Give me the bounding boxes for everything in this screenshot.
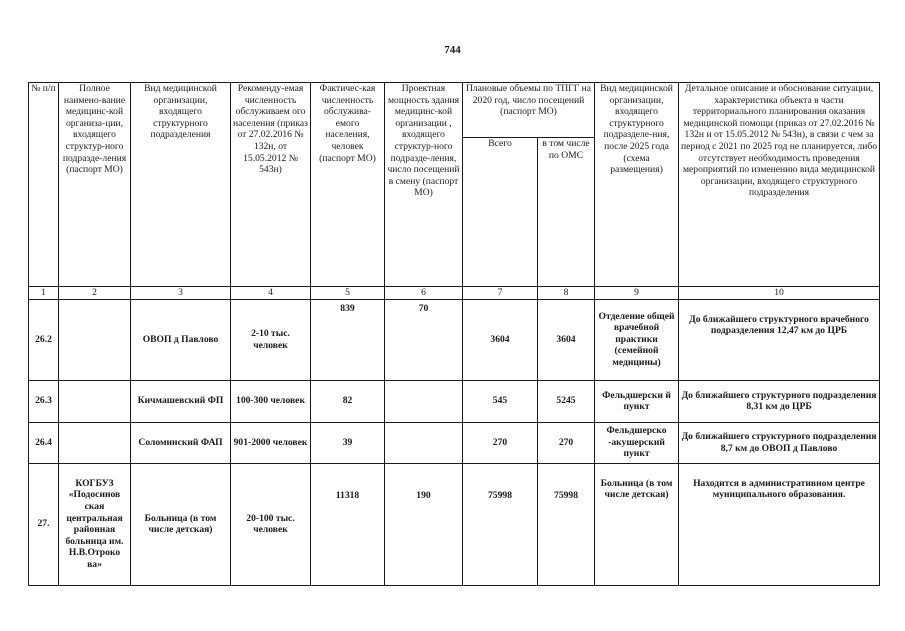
header-total: Всего — [463, 138, 538, 287]
table-row — [29, 380, 880, 422]
row-actual-population: 39 — [311, 422, 385, 463]
header-description: Детальное описание и обоснование ситуации, характеристика объекта в части территориального планирования оказания медицинской помощи (приказ от 27.02.2016 № 132н и от 15.05.2012 № 543н), в связи с чем за период с 2021 по 2025 год не планируется, либо отсутствует необходимость проведения мероприятий по изменению вида медицинской организации, входящего структурного подразделения — [679, 83, 880, 287]
row-recommended-population: 100-300 человек — [231, 380, 311, 422]
row-number: 26.2 — [29, 299, 59, 380]
row-actual-population: 82 — [311, 380, 385, 422]
header-design-capacity: Проектная мощность здания медицинс-кой организации , входящего структур-ного подразде-ления, число посещений в смену (паспорт МО) — [385, 83, 463, 287]
row-organization-name — [59, 299, 131, 380]
row-description: Находится в административном центре муниципального образования. — [679, 463, 880, 585]
row-total-visits: 270 — [463, 422, 538, 463]
row-total-visits: 3604 — [463, 299, 538, 380]
row-design-capacity: 70 — [385, 299, 463, 380]
row-oms-visits: 3604 — [538, 299, 595, 380]
column-number: 1 — [29, 287, 59, 300]
row-type-after-2025: Фельдшерски й пункт — [595, 380, 679, 422]
row-organization-name — [59, 380, 131, 422]
column-number: 10 — [679, 287, 880, 300]
row-organization-name — [59, 422, 131, 463]
column-number-row — [29, 287, 880, 300]
header-organization-type: Вид медицинской организации, входящего структурного подразделения — [131, 83, 231, 287]
row-type-after-2025: Больница (в том числе детская) — [595, 463, 679, 585]
row-total-visits: 545 — [463, 380, 538, 422]
column-number: 7 — [463, 287, 538, 300]
row-number: 27. — [29, 463, 59, 585]
row-recommended-population: 2-10 тыс. человек — [231, 299, 311, 380]
row-total-visits: 75998 — [463, 463, 538, 585]
row-description: До ближайшего структурного врачебного подразделения 12,47 км до ЦРБ — [679, 299, 880, 380]
row-number: 26.3 — [29, 380, 59, 422]
column-number: 3 — [131, 287, 231, 300]
row-actual-population: 839 — [311, 299, 385, 380]
row-actual-population: 11318 — [311, 463, 385, 585]
row-oms-visits: 75998 — [538, 463, 595, 585]
column-number: 4 — [231, 287, 311, 300]
header-recommended-population: Рекоменду-емая численность обслуживаем ого населения (приказ от 27.02.2016 № 132н, от 15.05.2012 № 543н) — [231, 83, 311, 287]
row-type-after-2025: Отделение общей врачебной практики (семейной медицины) — [595, 299, 679, 380]
row-type-after-2025: Фельдшерско -акушерский пункт — [595, 422, 679, 463]
column-number: 9 — [595, 287, 679, 300]
column-number: 6 — [385, 287, 463, 300]
planning-table — [28, 82, 880, 586]
row-organization-type: Соломинский ФАП — [131, 422, 231, 463]
row-design-capacity — [385, 422, 463, 463]
row-organization-type: Больница (в том числе детская) — [131, 463, 231, 585]
row-organization-name: КОГБУЗ «Подосинов ская центральная районная больница им. Н.В.Отроко ва» — [59, 463, 131, 585]
row-design-capacity: 190 — [385, 463, 463, 585]
header-row-number: № п/п — [29, 83, 59, 287]
table-row — [29, 299, 880, 380]
row-oms-visits: 5245 — [538, 380, 595, 422]
header-planned-volumes: Плановые объемы по ТПГГ на 2020 год, число посещений (паспорт МО) — [463, 83, 595, 138]
row-recommended-population: 901-2000 человек — [231, 422, 311, 463]
row-oms-visits: 270 — [538, 422, 595, 463]
header-actual-population: Фактичес-кая численность обслужива-емого населения, человек (паспорт МО) — [311, 83, 385, 287]
row-recommended-population: 20-100 тыс. человек — [231, 463, 311, 585]
table-row — [29, 422, 880, 463]
column-number: 8 — [538, 287, 595, 300]
row-description: До ближайшего структурного подразделения 8,7 км до ОВОП д Павлово — [679, 422, 880, 463]
row-organization-type: Кичмашевский ФП — [131, 380, 231, 422]
column-number: 5 — [311, 287, 385, 300]
column-number: 2 — [59, 287, 131, 300]
header-type-after-2025: Вид медицинской организации, входящего структурного подразделе-ния, после 2025 года (схема размещения) — [595, 83, 679, 287]
row-organization-type: ОВОП д Павлово — [131, 299, 231, 380]
header-oms: в том числе по ОМС — [538, 138, 595, 287]
page-number: 744 — [444, 44, 461, 56]
header-organization-name: Полное наимено-вание медицинс-кой организа-ции, входящего структур-ного подразде-ления (паспорт МО) — [59, 83, 131, 287]
row-description: До ближайшего структурного подразделения 8,31 км до ЦРБ — [679, 380, 880, 422]
row-design-capacity — [385, 380, 463, 422]
table-row — [29, 463, 880, 585]
row-number: 26.4 — [29, 422, 59, 463]
